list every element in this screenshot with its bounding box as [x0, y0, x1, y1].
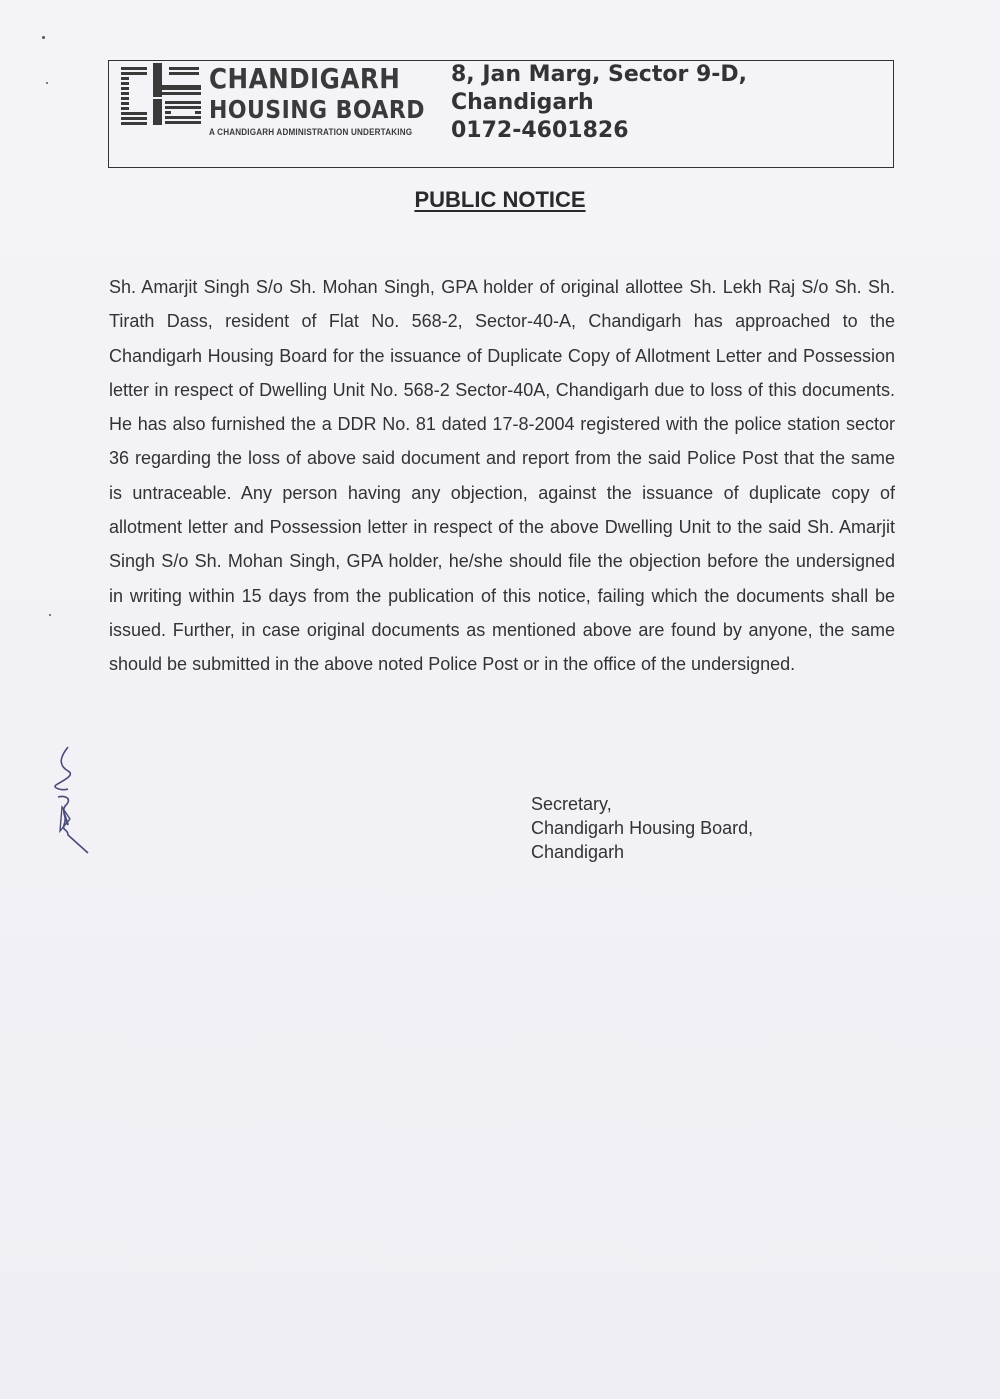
org-name-block — [209, 63, 439, 137]
scan-speck — [49, 614, 51, 616]
notice-title-text: PUBLIC NOTICE — [414, 187, 586, 212]
notice-title — [0, 187, 1000, 213]
handwritten-signature-icon — [38, 745, 98, 855]
address-line-2: Chandigarh — [451, 90, 594, 115]
letterhead — [108, 60, 894, 168]
org-name-line-2: HOUSING BOARD — [209, 95, 425, 124]
signoff-title: Secretary, — [531, 794, 612, 814]
notice-body: Sh. Amarjit Singh S/o Sh. Mohan Singh, GPA holder of original allottee Sh. Lekh Raj S/o Sh. Sh. Tirath Dass, resident of Flat No. 568-2, Sector-40-A, Chandigarh has approached to the Chandigarh Housing Board for the issuance of Duplicate Copy of Allotment Letter and Possession letter in respect of Dwelling Unit No. 568-2 Sector-40A, Chandigarh due to loss of this documents. He has also furnished the a DDR No. 81 dated 17-8-2004 registered with the police station sector 36 regarding the loss of above said document and report from the said Police Post that the same is untraceable. Any person having any objection, against the issuance of duplicate copy of allotment letter and Possession letter in respect of the above Dwelling Unit to the said Sh. Amarjit Singh S/o Sh. Mohan Singh, GPA holder, he/she should file the objection before the undersigned in writing within 15 days from the publication of this notice, failing which the documents shall be issued. Further, in case original documents as mentioned above are found by anyone, the same should be submitted in the above noted Police Post or in the office of the undersigned. — [109, 277, 895, 675]
chb-logo-icon — [119, 63, 205, 131]
address-line-1: 8, Jan Marg, Sector 9-D, — [451, 62, 748, 87]
address-block — [451, 61, 747, 145]
phone-number: 0172-4601826 — [451, 118, 629, 143]
org-name-line-1: CHANDIGARH — [209, 62, 401, 95]
scan-speck — [42, 36, 45, 39]
signoff-organization: Chandigarh Housing Board, — [531, 818, 754, 838]
org-tagline: A CHANDIGARH ADMINISTRATION UNDERTAKING — [209, 127, 413, 137]
signoff-block — [531, 792, 753, 864]
signoff-city: Chandigarh — [531, 842, 625, 862]
scan-speck — [46, 82, 48, 84]
